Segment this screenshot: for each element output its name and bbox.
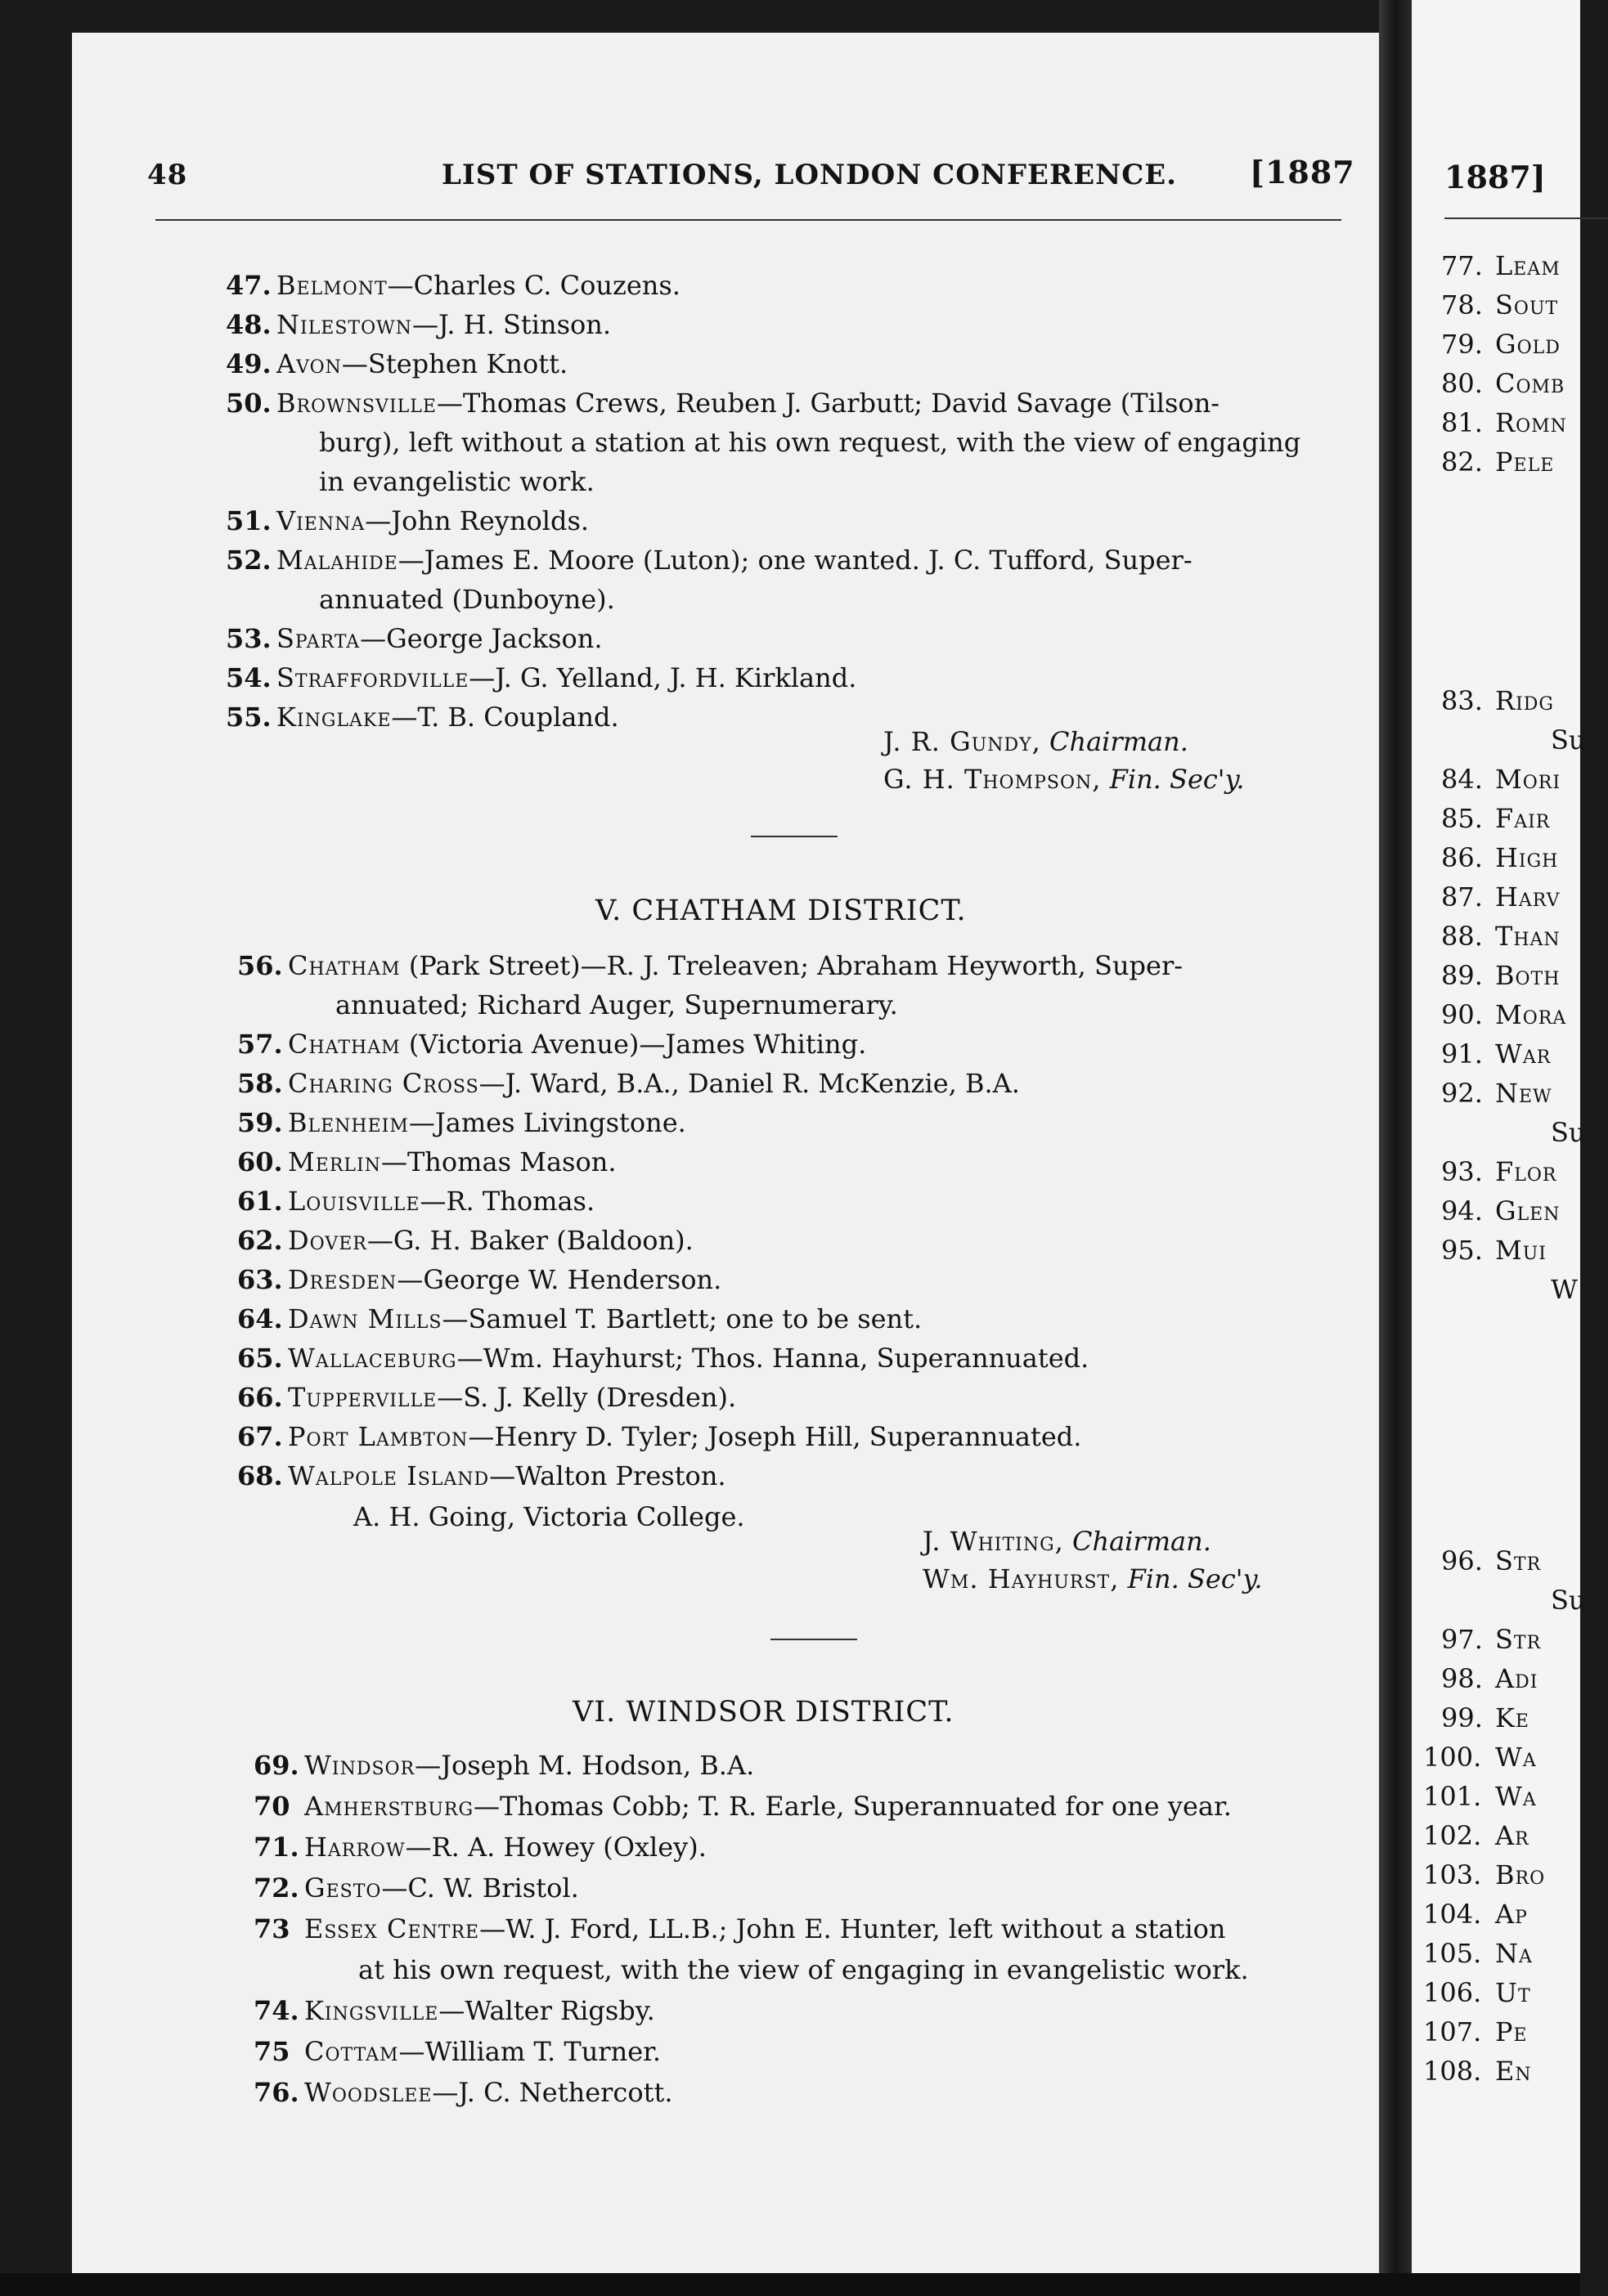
station-ministers: —John Reynolds. xyxy=(365,505,590,536)
station-ministers: —J. Ward, B.A., Daniel R. McKenzie, B.A. xyxy=(478,1068,1020,1099)
station-number: 58. xyxy=(237,1068,283,1099)
station-ministers: —Thomas Cobb; T. R. Earle, Superannuated for one year. xyxy=(474,1791,1232,1822)
right-page-continuation: Su xyxy=(1551,724,1586,756)
station-place: Dawn Mills xyxy=(288,1303,442,1334)
station-ministers: —W. J. Ford, LL.B.; John E. Hunter, left without a station xyxy=(479,1913,1226,1944)
station-number: 74. xyxy=(254,1995,299,2026)
right-page-entry xyxy=(1441,999,1566,1030)
station-place: Kingsville xyxy=(304,1995,439,2026)
right-page-entry xyxy=(1423,1859,1545,1890)
station-place: Ridg xyxy=(1495,685,1554,716)
station-number: 53. xyxy=(226,623,272,654)
station-ministers: —J. H. Stinson. xyxy=(412,309,612,340)
station-ministers: —Thomas Crews, Reuben J. Garbutt; David Savage (Tilson- xyxy=(436,388,1220,419)
station-place: Dover xyxy=(288,1225,367,1256)
station-place: Dresden xyxy=(288,1264,398,1295)
header-rule xyxy=(155,219,1341,221)
station-place: Windsor xyxy=(304,1750,415,1781)
right-page-entry xyxy=(1441,1663,1538,1694)
station-place: Harrow xyxy=(304,1832,406,1863)
station-place: Kinglake xyxy=(276,702,392,733)
station-entry xyxy=(254,1910,1225,1948)
station-number: 81. xyxy=(1441,407,1483,438)
station-place: Malahide xyxy=(276,545,398,576)
station-place: Tupperville xyxy=(288,1382,438,1413)
station-ministers: —Samuel T. Bartlett; one to be sent. xyxy=(442,1303,923,1334)
secretary-signature: G. H. Thompson, Fin. Sec'y. xyxy=(883,764,1245,795)
station-place: Walpole Island xyxy=(288,1460,490,1491)
chairman-signature: J. R. Gundy, Chairman. xyxy=(883,726,1188,757)
station-entry xyxy=(237,1143,617,1181)
page-number: 48 xyxy=(147,159,188,191)
station-number: 71. xyxy=(254,1832,299,1863)
station-number: 87. xyxy=(1441,881,1483,913)
station-entry xyxy=(226,698,619,736)
station-number: 90. xyxy=(1441,999,1483,1030)
station-entry xyxy=(237,1025,866,1063)
station-place: En xyxy=(1495,2056,1532,2087)
station-place: Belmont xyxy=(276,270,388,301)
book-spine xyxy=(1379,0,1412,2296)
station-number: 85. xyxy=(1441,803,1483,834)
station-number: 70 xyxy=(254,1791,290,1822)
station-number: 73 xyxy=(254,1913,290,1944)
right-page-entry xyxy=(1441,1235,1547,1266)
station-ministers: —G. H. Baker (Baldoon). xyxy=(366,1225,694,1256)
station-number: 99. xyxy=(1441,1702,1483,1733)
station-place: Nilestown xyxy=(276,309,413,340)
station-number: 97. xyxy=(1441,1624,1483,1655)
station-place: Woodslee xyxy=(304,2077,433,2108)
station-ministers: (Park Street)—R. J. Treleaven; Abraham Heyworth, Super- xyxy=(400,950,1184,981)
college-note: A. H. Going, Victoria College. xyxy=(353,1501,745,1532)
station-place: Leam xyxy=(1495,250,1561,281)
station-entry xyxy=(237,1300,922,1338)
right-page-entry xyxy=(1441,1702,1529,1733)
right-page-entry xyxy=(1423,2056,1532,2087)
station-number: 78. xyxy=(1441,289,1483,321)
station-place: Sparta xyxy=(276,623,361,654)
right-page-entry xyxy=(1441,881,1560,913)
station-place: Bro xyxy=(1495,1859,1546,1890)
chairman-signature: J. Whiting, Chairman. xyxy=(923,1526,1211,1557)
station-place: Vienna xyxy=(276,505,366,536)
station-number: 83. xyxy=(1441,685,1483,716)
station-place: Ke xyxy=(1495,1702,1529,1733)
right-page-entry xyxy=(1423,1820,1529,1851)
station-continuation: burg), left without a station at his own request, with the view of engaging xyxy=(319,427,1301,458)
station-place: Amherstburg xyxy=(304,1791,474,1822)
station-ministers: —James Livingstone. xyxy=(408,1107,686,1138)
station-entry xyxy=(226,306,611,343)
station-place: Wallaceburg xyxy=(288,1343,457,1374)
station-place: Charing Cross xyxy=(288,1068,479,1099)
station-number: 67. xyxy=(237,1421,283,1452)
station-ministers: —Stephen Knott. xyxy=(341,348,568,379)
station-number: 80. xyxy=(1441,368,1483,399)
right-page-entry xyxy=(1441,446,1554,478)
station-continuation: at his own request, with the view of engaging in evangelistic work. xyxy=(358,1954,1249,1985)
station-number: 64. xyxy=(237,1303,283,1334)
station-number: 57. xyxy=(237,1029,283,1060)
station-ministers: (Victoria Avenue)—James Whiting. xyxy=(400,1029,867,1060)
station-number: 91. xyxy=(1441,1038,1483,1070)
right-page-entry xyxy=(1423,1938,1533,1969)
station-number: 84. xyxy=(1441,764,1483,795)
station-ministers: —James E. Moore (Luton); one wanted. J. C. Tufford, Super- xyxy=(398,545,1193,576)
right-page-entry xyxy=(1441,250,1561,281)
station-place: Chatham xyxy=(288,950,401,981)
station-ministers: —Charles C. Couzens. xyxy=(387,270,680,301)
right-page xyxy=(1412,0,1586,2296)
station-ministers: —George Jackson. xyxy=(360,623,603,654)
station-entry xyxy=(254,2033,661,2070)
right-page-entry xyxy=(1441,803,1550,834)
station-entry xyxy=(237,1065,1020,1102)
station-ministers: —Walter Rigsby. xyxy=(438,1995,655,2026)
station-entry xyxy=(254,1869,579,1907)
station-number: 66. xyxy=(237,1382,283,1413)
right-page-entry xyxy=(1441,1545,1541,1576)
station-number: 103. xyxy=(1423,1859,1482,1890)
station-ministers: —T. B. Coupland. xyxy=(391,702,619,733)
station-number: 95. xyxy=(1441,1235,1483,1266)
station-entry xyxy=(254,1747,754,1784)
right-page-entry xyxy=(1441,1156,1556,1187)
station-entry xyxy=(254,1787,1232,1825)
station-entry xyxy=(237,947,1183,984)
station-entry xyxy=(237,1339,1089,1377)
station-place: Glen xyxy=(1495,1195,1561,1226)
station-number: 100. xyxy=(1423,1742,1482,1773)
station-number: 96. xyxy=(1441,1545,1483,1576)
station-entry xyxy=(237,1222,694,1259)
station-ministers: —J. G. Yelland, J. H. Kirkland. xyxy=(469,662,857,693)
station-ministers: —Henry D. Tyler; Joseph Hill, Superannuated. xyxy=(468,1421,1082,1452)
station-ministers: —Thomas Mason. xyxy=(380,1146,617,1177)
station-continuation: annuated (Dunboyne). xyxy=(319,584,615,615)
station-place: Fair xyxy=(1495,803,1551,834)
right-page-continuation: Su xyxy=(1551,1117,1586,1148)
right-page-continuation: W xyxy=(1551,1274,1578,1305)
station-place: High xyxy=(1495,842,1559,873)
station-ministers: —R. Thomas. xyxy=(420,1186,595,1217)
right-page-entry xyxy=(1441,960,1560,991)
station-number: 60. xyxy=(237,1146,283,1177)
station-place: Ut xyxy=(1495,1977,1531,2008)
right-page-entry xyxy=(1441,407,1567,438)
station-place: Straffordville xyxy=(276,662,469,693)
station-ministers: —William T. Turner. xyxy=(398,2036,662,2067)
station-number: 77. xyxy=(1441,250,1483,281)
station-number: 102. xyxy=(1423,1820,1482,1851)
station-entry xyxy=(237,1379,736,1416)
station-place: Pe xyxy=(1495,2016,1528,2047)
station-place: Both xyxy=(1495,960,1561,991)
station-number: 79. xyxy=(1441,329,1483,360)
station-place: Merlin xyxy=(288,1146,381,1177)
station-number: 88. xyxy=(1441,921,1483,952)
station-place: Blenheim xyxy=(288,1107,409,1138)
station-number: 98. xyxy=(1441,1663,1483,1694)
right-page-entry xyxy=(1441,685,1554,716)
station-number: 93. xyxy=(1441,1156,1483,1187)
station-number: 59. xyxy=(237,1107,283,1138)
station-number: 72. xyxy=(254,1872,299,1904)
station-ministers: —C. W. Bristol. xyxy=(381,1872,579,1904)
station-number: 49. xyxy=(226,348,272,379)
station-number: 55. xyxy=(226,702,272,733)
station-number: 61. xyxy=(237,1186,283,1217)
station-entry xyxy=(237,1457,726,1495)
station-place: Avon xyxy=(276,348,342,379)
right-page-entry xyxy=(1441,1195,1560,1226)
station-place: War xyxy=(1495,1038,1552,1070)
right-page-continuation: Su xyxy=(1551,1585,1586,1616)
right-page-entry xyxy=(1441,842,1558,873)
section-rule xyxy=(770,1639,857,1640)
station-entry xyxy=(254,1828,707,1866)
right-page-entry xyxy=(1441,1078,1552,1109)
right-page-entry xyxy=(1423,1742,1537,1773)
station-place: Cottam xyxy=(304,2036,399,2067)
station-place: Adi xyxy=(1495,1663,1538,1694)
station-number: 86. xyxy=(1441,842,1483,873)
right-page-entry xyxy=(1441,1624,1541,1655)
right-page-entry xyxy=(1441,329,1561,360)
station-entry xyxy=(254,2074,673,2111)
station-number: 52. xyxy=(226,545,272,576)
station-number: 75 xyxy=(254,2036,290,2067)
station-place: Chatham xyxy=(288,1029,401,1060)
station-ministers: —S. J. Kelly (Dresden). xyxy=(437,1382,737,1413)
station-place: Flor xyxy=(1495,1156,1557,1187)
station-number: 105. xyxy=(1423,1938,1482,1969)
station-ministers: —R. A. Howey (Oxley). xyxy=(405,1832,707,1863)
station-entry xyxy=(254,1992,655,2029)
station-place: Pele xyxy=(1495,446,1555,478)
station-place: Wa xyxy=(1495,1742,1537,1773)
station-entry xyxy=(226,541,1193,579)
station-number: 107. xyxy=(1423,2016,1482,2047)
station-ministers: —George W. Henderson. xyxy=(397,1264,722,1295)
station-place: Brownsville xyxy=(276,388,437,419)
station-number: 48. xyxy=(226,309,272,340)
right-page-entry xyxy=(1423,1899,1528,1930)
right-page-entry xyxy=(1423,1977,1531,2008)
right-page-entry xyxy=(1441,1038,1551,1070)
station-place: Str xyxy=(1495,1545,1542,1576)
station-number: 82. xyxy=(1441,446,1483,478)
right-page-entry xyxy=(1423,2016,1528,2047)
station-entry xyxy=(237,1104,686,1141)
station-number: 51. xyxy=(226,505,272,536)
station-place: New xyxy=(1495,1078,1552,1109)
station-place: Mui xyxy=(1495,1235,1547,1266)
station-number: 54. xyxy=(226,662,272,693)
station-entry xyxy=(226,267,680,304)
page-year: [1887 xyxy=(1250,154,1355,191)
station-place: Str xyxy=(1495,1624,1542,1655)
secretary-signature: Wm. Hayhurst, Fin. Sec'y. xyxy=(923,1563,1263,1594)
station-number: 76. xyxy=(254,2077,299,2108)
station-place: Comb xyxy=(1495,368,1565,399)
district-heading: VI. WINDSOR DISTRICT. xyxy=(573,1696,954,1729)
station-place: Mori xyxy=(1495,764,1561,795)
station-entry xyxy=(226,384,1219,422)
station-place: Than xyxy=(1495,921,1561,952)
station-ministers: —J. C. Nethercott. xyxy=(432,2077,673,2108)
station-entry xyxy=(237,1182,595,1220)
station-number: 68. xyxy=(237,1460,283,1491)
station-place: Louisville xyxy=(288,1186,420,1217)
right-page-entry xyxy=(1441,764,1561,795)
station-number: 101. xyxy=(1423,1781,1482,1812)
station-place: Port Lambton xyxy=(288,1421,469,1452)
station-number: 104. xyxy=(1423,1899,1482,1930)
station-number: 108. xyxy=(1423,2056,1482,2087)
station-place: Romn xyxy=(1495,407,1567,438)
right-page-rule xyxy=(1444,217,1608,219)
right-page-entry xyxy=(1441,368,1565,399)
station-place: Na xyxy=(1495,1938,1533,1969)
station-ministers: —Joseph M. Hodson, B.A. xyxy=(415,1750,755,1781)
station-number: 92. xyxy=(1441,1078,1483,1109)
station-place: Mora xyxy=(1495,999,1567,1030)
station-place: Gesto xyxy=(304,1872,382,1904)
page-title: LIST OF STATIONS, LONDON CONFERENCE. xyxy=(442,159,1178,191)
station-number: 89. xyxy=(1441,960,1483,991)
station-continuation: annuated; Richard Auger, Supernumerary. xyxy=(335,989,898,1020)
right-page-entry xyxy=(1441,289,1558,321)
station-number: 63. xyxy=(237,1264,283,1295)
station-place: Sout xyxy=(1495,289,1559,321)
station-entry xyxy=(226,502,589,540)
station-number: 62. xyxy=(237,1225,283,1256)
station-entry xyxy=(237,1261,721,1298)
station-number: 106. xyxy=(1423,1977,1482,2008)
scan-edge xyxy=(0,2273,1580,2296)
station-ministers: —Walton Preston. xyxy=(489,1460,726,1491)
station-place: Harv xyxy=(1495,881,1561,913)
station-place: Ar xyxy=(1495,1820,1529,1851)
station-place: Wa xyxy=(1495,1781,1537,1812)
right-page-entry xyxy=(1441,921,1561,952)
station-number: 56. xyxy=(237,950,283,981)
station-place: Gold xyxy=(1495,329,1561,360)
station-continuation: in evangelistic work. xyxy=(319,466,595,497)
station-place: Ap xyxy=(1495,1899,1528,1930)
station-number: 94. xyxy=(1441,1195,1483,1226)
station-number: 50. xyxy=(226,388,272,419)
station-place: Essex Centre xyxy=(304,1913,480,1944)
station-ministers: —Wm. Hayhurst; Thos. Hanna, Superannuated. xyxy=(456,1343,1089,1374)
station-number: 47. xyxy=(226,270,272,301)
station-entry xyxy=(237,1418,1081,1455)
station-entry xyxy=(226,620,602,657)
right-page-year: 1887] xyxy=(1444,159,1546,195)
right-page-entry xyxy=(1423,1781,1537,1812)
section-rule xyxy=(751,836,838,837)
station-number: 69. xyxy=(254,1750,299,1781)
district-heading: V. CHATHAM DISTRICT. xyxy=(595,895,967,927)
station-entry xyxy=(226,345,568,383)
station-entry xyxy=(226,659,856,697)
station-number: 65. xyxy=(237,1343,283,1374)
